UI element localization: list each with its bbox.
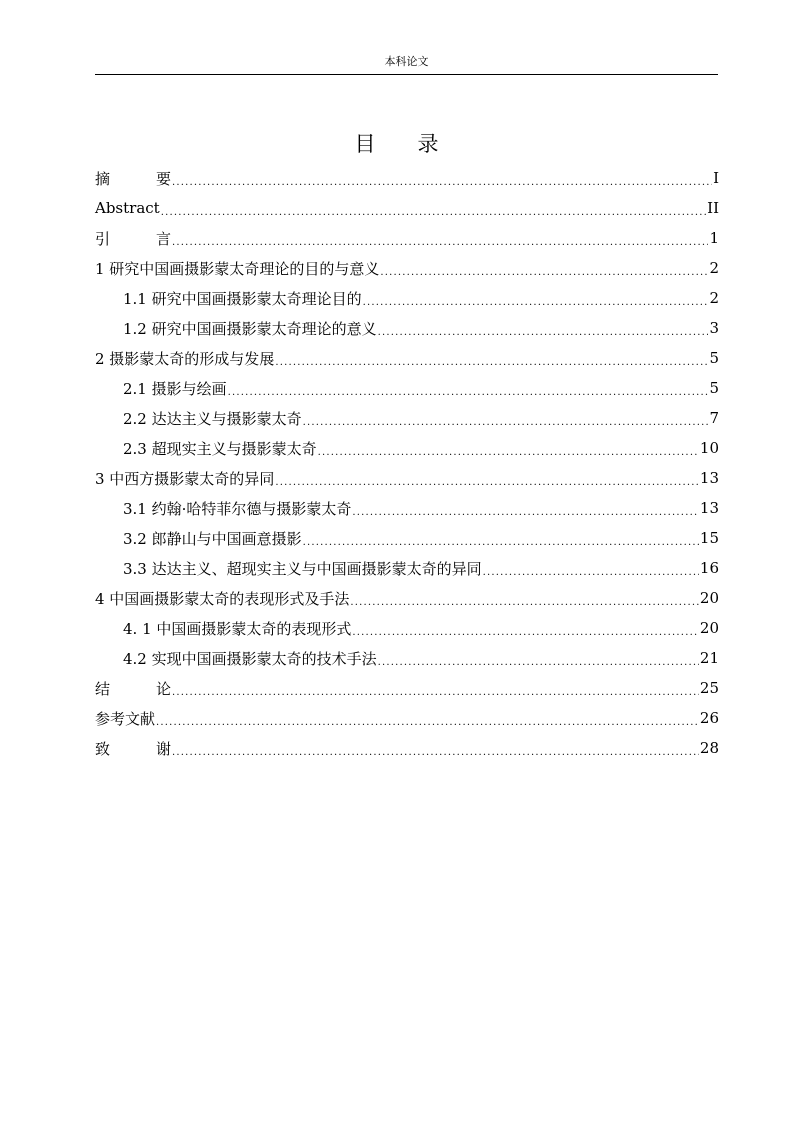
toc-leader-dots xyxy=(275,475,699,490)
toc-entry-section-4-1[interactable] xyxy=(95,613,719,643)
toc-entry-section-3-1[interactable] xyxy=(95,493,719,523)
toc-entry-page: 25 xyxy=(699,679,719,697)
toc-entry-section-3-2[interactable] xyxy=(95,523,719,553)
toc-entry-page: 7 xyxy=(709,409,719,427)
toc-entry-page: 2 xyxy=(709,259,719,277)
toc-entry-label: 3.3 达达主义、超现实主义与中国画摄影蒙太奇的异同 xyxy=(123,559,482,578)
toc-leader-dots xyxy=(156,715,699,730)
toc-title xyxy=(0,130,793,158)
toc-entry-label: 2 摄影蒙太奇的形成与发展 xyxy=(95,349,275,368)
toc-entry-chapter-2[interactable] xyxy=(95,343,719,373)
toc-entry-label: 参考文献 xyxy=(95,709,156,728)
toc-leader-dots xyxy=(161,205,706,220)
toc-entry-abstract-cn[interactable] xyxy=(95,163,719,193)
toc-entry-label: 3.1 约翰·哈特菲尔德与摄影蒙太奇 xyxy=(123,499,352,518)
toc-entry-page: 13 xyxy=(699,499,719,517)
header-text: 本科论文 xyxy=(384,55,429,68)
toc-entry-page: II xyxy=(707,199,719,217)
toc-entry-page: I xyxy=(713,169,719,187)
toc-entry-label: 1.1 研究中国画摄影蒙太奇理论目的 xyxy=(123,289,362,308)
toc-entry-label: 引 言 xyxy=(95,229,171,248)
toc-leader-dots xyxy=(303,535,699,550)
toc-entry-page: 1 xyxy=(709,229,719,247)
toc-entry-section-2-1[interactable] xyxy=(95,373,719,403)
toc-entry-label: Abstract xyxy=(95,199,160,217)
toc-leader-dots xyxy=(483,565,699,580)
toc-entry-page: 2 xyxy=(709,289,719,307)
toc-entry-page: 3 xyxy=(709,319,719,337)
table-of-contents xyxy=(95,163,719,763)
toc-entry-page: 10 xyxy=(699,439,719,457)
toc-entry-section-2-3[interactable] xyxy=(95,433,719,463)
toc-entry-label: 4 中国画摄影蒙太奇的表现形式及手法 xyxy=(95,589,350,608)
toc-entry-section-3-3[interactable] xyxy=(95,553,719,583)
toc-entry-acknowledgements[interactable] xyxy=(95,733,719,763)
toc-title-right: 录 xyxy=(417,132,439,156)
toc-leader-dots xyxy=(303,415,709,430)
toc-entry-label: 2.3 超现实主义与摄影蒙太奇 xyxy=(123,439,317,458)
toc-entry-page: 16 xyxy=(699,559,719,577)
toc-leader-dots xyxy=(172,685,699,700)
toc-leader-dots xyxy=(172,175,712,190)
toc-entry-label: 致 谢 xyxy=(95,739,171,758)
toc-entry-chapter-3[interactable] xyxy=(95,463,719,493)
toc-entry-conclusion[interactable] xyxy=(95,673,719,703)
toc-entry-label: 1 研究中国画摄影蒙太奇理论的目的与意义 xyxy=(95,259,380,278)
toc-entry-page: 13 xyxy=(699,469,719,487)
toc-entry-page: 20 xyxy=(699,619,719,637)
toc-entry-section-4-2[interactable] xyxy=(95,643,719,673)
toc-entry-page: 5 xyxy=(709,349,719,367)
toc-leader-dots xyxy=(350,595,699,610)
toc-leader-dots xyxy=(380,265,708,280)
toc-leader-dots xyxy=(352,625,699,640)
toc-entry-section-1-2[interactable] xyxy=(95,313,719,343)
toc-title-left: 目 xyxy=(354,132,376,156)
toc-entry-section-2-2[interactable] xyxy=(95,403,719,433)
toc-entry-page: 21 xyxy=(699,649,719,667)
toc-entry-chapter-1[interactable] xyxy=(95,253,719,283)
toc-leader-dots xyxy=(378,325,709,340)
page-header xyxy=(95,54,718,75)
toc-leader-dots xyxy=(228,385,709,400)
toc-entry-label: 3.2 郎静山与中国画意摄影 xyxy=(123,529,302,548)
toc-leader-dots xyxy=(172,745,699,760)
toc-entry-label: 4. 1 中国画摄影蒙太奇的表现形式 xyxy=(123,619,352,638)
toc-leader-dots xyxy=(378,655,699,670)
toc-entry-label: 3 中西方摄影蒙太奇的异同 xyxy=(95,469,275,488)
toc-leader-dots xyxy=(318,445,699,460)
toc-leader-dots xyxy=(275,355,708,370)
toc-entry-page: 15 xyxy=(699,529,719,547)
toc-entry-page: 20 xyxy=(699,589,719,607)
toc-entry-label: 2.2 达达主义与摄影蒙太奇 xyxy=(123,409,302,428)
toc-entry-chapter-4[interactable] xyxy=(95,583,719,613)
toc-entry-section-1-1[interactable] xyxy=(95,283,719,313)
toc-entry-introduction[interactable] xyxy=(95,223,719,253)
toc-leader-dots xyxy=(363,295,709,310)
toc-entry-label: 结 论 xyxy=(95,679,171,698)
toc-entry-label: 2.1 摄影与绘画 xyxy=(123,379,227,398)
toc-entry-page: 26 xyxy=(699,709,719,727)
toc-entry-abstract-en[interactable] xyxy=(95,193,719,223)
toc-entry-label: 1.2 研究中国画摄影蒙太奇理论的意义 xyxy=(123,319,377,338)
toc-leader-dots xyxy=(172,235,708,250)
toc-entry-label: 摘 要 xyxy=(95,169,171,188)
toc-entry-references[interactable] xyxy=(95,703,719,733)
toc-entry-page: 5 xyxy=(709,379,719,397)
toc-entry-label: 4.2 实现中国画摄影蒙太奇的技术手法 xyxy=(123,649,377,668)
toc-entry-page: 28 xyxy=(699,739,719,757)
toc-leader-dots xyxy=(352,505,699,520)
